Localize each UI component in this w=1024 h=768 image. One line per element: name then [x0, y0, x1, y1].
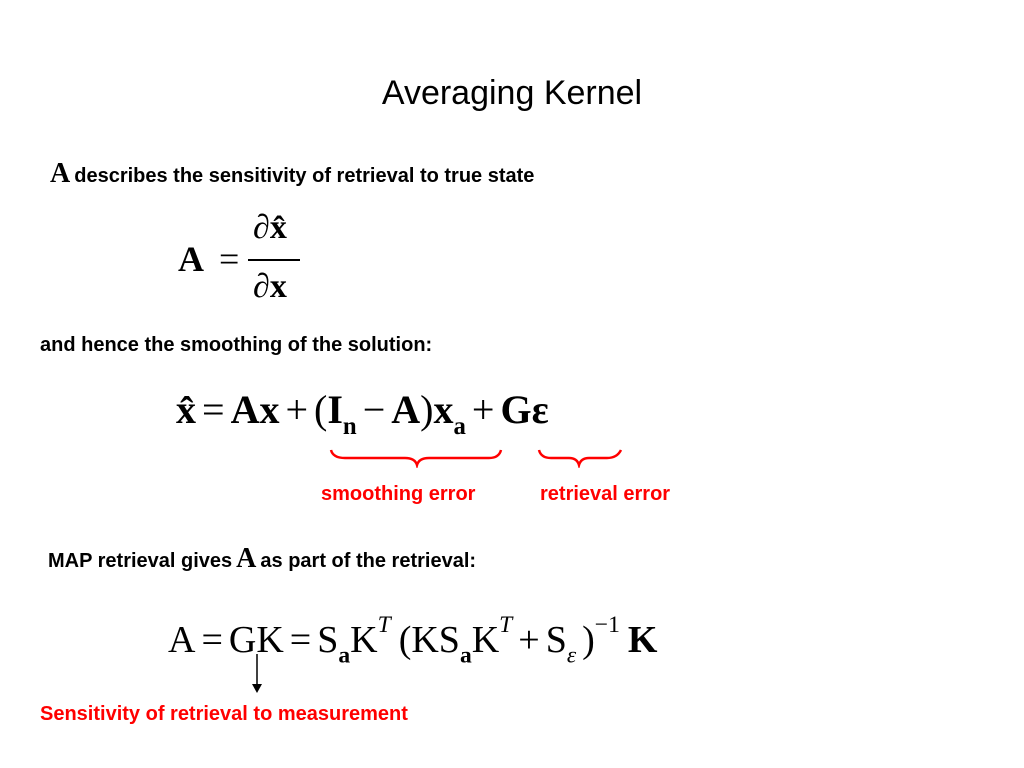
eq2-x: x: [433, 387, 454, 432]
eq1-equals: =: [219, 239, 240, 279]
eq3-k-2: K: [471, 619, 500, 662]
eq1-den-partial: ∂: [253, 268, 270, 305]
sensitivity-label: Sensitivity of retrieval to measurement: [40, 703, 408, 725]
equation-retrieval: [176, 386, 549, 441]
intro-text: describes the sensitivity of retrieval to true state: [74, 165, 535, 187]
matrix-a-symbol: A: [50, 158, 71, 189]
eq3-a: A: [168, 619, 196, 662]
eq2-equals: =: [202, 387, 225, 432]
eq1-den-var: x: [269, 268, 287, 305]
slide-title: Averaging Kernel: [381, 74, 643, 112]
map-line-symbol: A: [236, 543, 257, 574]
eq2-minus: −: [362, 387, 386, 432]
eq3-rparen: ): [582, 619, 595, 662]
eq3-k-transpose: T: [377, 612, 391, 638]
eq3-s-eps-sub: ε: [566, 642, 577, 669]
eq3-equals-2: =: [289, 619, 312, 662]
eq3-s: S: [317, 619, 339, 662]
eq3-s-eps: S: [545, 619, 567, 662]
eq3-plus: +: [518, 619, 540, 662]
intro-line: [50, 158, 534, 190]
eq3-ks: KS: [411, 619, 460, 662]
braces-overlay: [325, 448, 635, 468]
eq2-lparen: (: [314, 387, 328, 432]
map-line-prefix: MAP retrieval gives: [48, 550, 233, 572]
eq2-xhat: x̂: [176, 387, 196, 432]
eq1-denominator: [253, 268, 287, 306]
eq2-a: A: [391, 387, 421, 432]
eq3-inverse: −1: [594, 612, 620, 638]
eq3-equals-1: =: [201, 619, 223, 662]
eq1-fraction-bar: [248, 259, 300, 261]
eq2-plus: +: [285, 387, 309, 432]
eq3-s-sub: a: [338, 642, 351, 669]
eq2-ax: Ax: [230, 387, 280, 432]
retrieval-error-label: retrieval error: [540, 483, 671, 505]
eq1-num-var: x̂: [269, 209, 287, 246]
eq3-lparen: (: [398, 619, 412, 662]
down-arrow-icon: [249, 654, 265, 694]
eq3-k2-transpose: T: [499, 612, 513, 638]
smoothing-error-label: smoothing error: [321, 483, 476, 505]
eq1-a: A: [178, 239, 204, 279]
eq1-numerator: [253, 209, 287, 247]
eq2-plus-2: +: [471, 387, 495, 432]
eq3-ks-sub: a: [459, 642, 472, 669]
map-line: [48, 543, 476, 575]
eq3-k: K: [350, 619, 378, 662]
eq2-x-sub: a: [453, 413, 466, 441]
eq2-identity: I: [327, 387, 343, 432]
eq3-k-3: K: [627, 619, 658, 662]
eq3-gk: GK: [228, 619, 284, 662]
map-line-suffix: as part of the retrieval:: [260, 550, 477, 572]
eq2-identity-sub: n: [342, 413, 357, 441]
equation-a-lhs: [178, 238, 245, 280]
eq2-g-epsilon: Gε: [500, 387, 549, 432]
eq2-rparen: ): [420, 387, 434, 432]
equation-map-kernel: [168, 612, 657, 670]
eq1-num-partial: ∂: [253, 209, 270, 246]
smoothing-line: and hence the smoothing of the solution:: [40, 334, 433, 356]
